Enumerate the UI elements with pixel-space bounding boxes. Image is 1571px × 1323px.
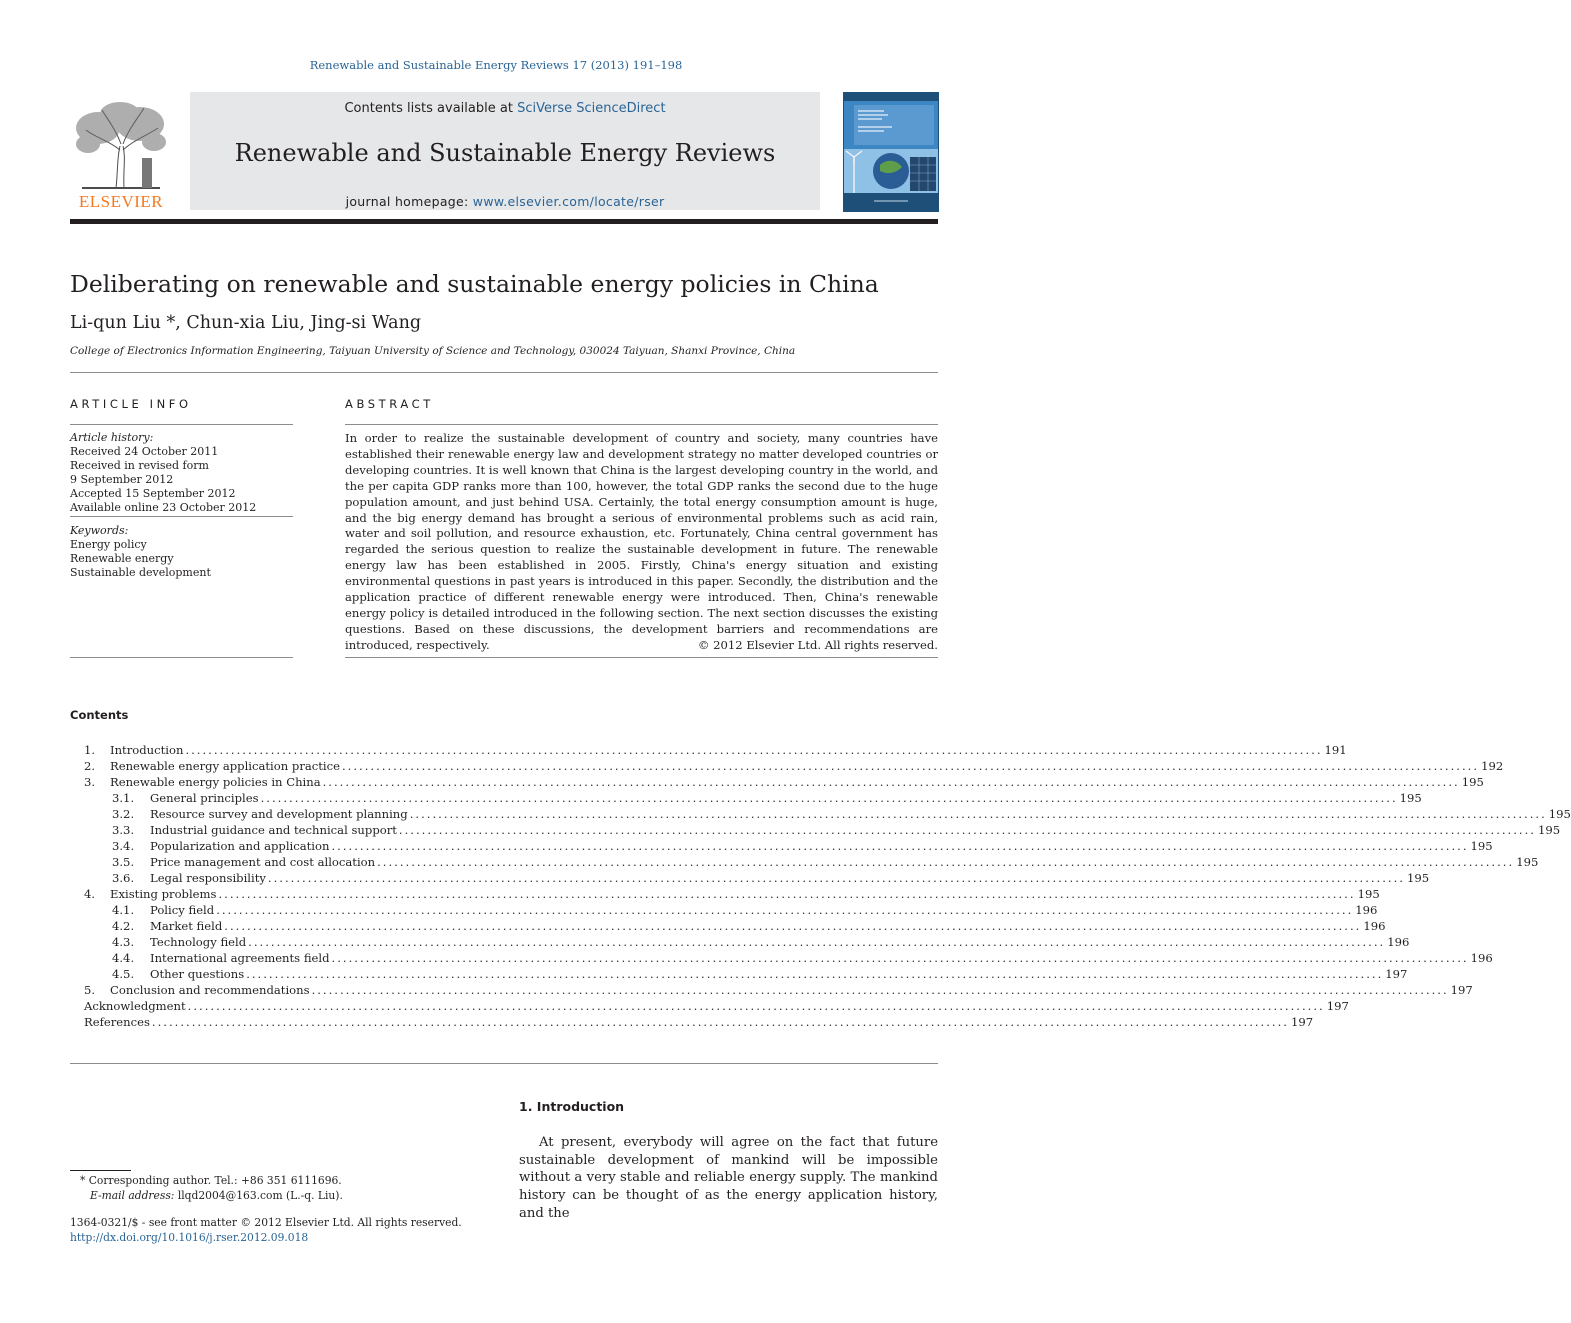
toc-leader-dots: ........................................................................................................................................................................................................ [331, 839, 1469, 853]
toc-entry[interactable] [70, 870, 1430, 886]
footnote-rule [70, 1170, 131, 1171]
email-label: E-mail address: [90, 1188, 175, 1202]
toc-entry-page: 195 [1399, 791, 1422, 805]
toc-entry[interactable] [70, 854, 1539, 870]
toc-entry-page: 195 [1538, 823, 1561, 837]
email-note [70, 1189, 470, 1204]
toc-entry-label: International agreements field [150, 951, 330, 965]
abstract-divider-bottom [345, 657, 938, 658]
history-entry: Accepted 15 September 2012 [70, 487, 236, 500]
toc-entry-page: 195 [1461, 775, 1484, 789]
history-entry: 9 September 2012 [70, 473, 174, 486]
toc-leader-dots: ........................................................................................................................................................................................................ [267, 871, 1405, 885]
toc-entry-number: 4.4. [112, 951, 135, 965]
masthead-divider [70, 219, 938, 224]
toc-entry-page: 196 [1387, 935, 1410, 949]
toc-entry-page: 191 [1324, 743, 1347, 757]
toc-entry-page: 197 [1291, 1015, 1314, 1029]
introduction-heading: 1. Introduction [519, 1099, 625, 1114]
history-entry: Available online 23 October 2012 [70, 501, 257, 514]
toc-entry-number: 4.5. [112, 967, 135, 981]
journal-citation-link[interactable]: Renewable and Sustainable Energy Reviews 17 (2013) 191–198 [309, 58, 683, 72]
toc-leader-dots: ........................................................................................................................................................................................................ [216, 903, 1354, 917]
article-info-divider-middle [70, 516, 293, 517]
toc-entry-label: Resource survey and development planning [150, 807, 408, 821]
contents-availability-line [190, 101, 820, 116]
toc-leader-dots: ........................................................................................................................................................................................................ [151, 1015, 1289, 1029]
doi-link[interactable]: http://dx.doi.org/10.1016/j.rser.2012.09.018 [70, 1230, 309, 1244]
contents-heading: Contents [70, 708, 129, 722]
elsevier-wordmark: ELSEVIER [78, 192, 164, 211]
toc-entry-number: 3.4. [112, 839, 135, 853]
toc-entry[interactable] [70, 790, 1422, 806]
toc-entry[interactable] [70, 950, 1493, 966]
toc-entry-page: 196 [1470, 951, 1493, 965]
toc-entry-label: References [84, 1015, 150, 1029]
table-of-contents [70, 742, 1571, 1030]
contents-prefix: Contents lists available at [344, 101, 518, 116]
toc-leader-dots: ........................................................................................................................................................................................................ [218, 887, 1356, 901]
toc-entry[interactable] [70, 982, 1473, 998]
toc-entry-page: 197 [1450, 983, 1473, 997]
homepage-prefix: journal homepage: [345, 194, 473, 209]
toc-leader-dots: ........................................................................................................................................................................................................ [311, 983, 1449, 997]
toc-entry[interactable] [70, 1014, 1314, 1030]
toc-entry[interactable] [70, 742, 1347, 758]
article-info-divider-top [70, 424, 293, 425]
toc-entry-label: Market field [150, 919, 223, 933]
keywords-block [70, 524, 293, 580]
toc-leader-dots: ........................................................................................................................................................................................................ [224, 919, 1362, 933]
toc-entry-label: Technology field [150, 935, 247, 949]
abstract-copyright: © 2012 Elsevier Ltd. All rights reserved. [697, 638, 938, 652]
toc-leader-dots: ........................................................................................................................................................................................................ [322, 775, 1460, 789]
abstract-divider-top [345, 424, 938, 425]
toc-entry-label: Popularization and application [150, 839, 330, 853]
toc-entry-number: 3.3. [112, 823, 135, 837]
toc-entry-label: Legal responsibility [150, 871, 266, 885]
header-divider [70, 372, 938, 373]
toc-leader-dots: ........................................................................................................................................................................................................ [187, 999, 1325, 1013]
toc-entry-number: 5. [84, 983, 96, 997]
toc-leader-dots: ........................................................................................................................................................................................................ [185, 743, 1323, 757]
keyword: Energy policy [70, 538, 147, 551]
journal-title: Renewable and Sustainable Energy Reviews [234, 139, 776, 167]
keyword: Renewable energy [70, 552, 174, 565]
toc-entry[interactable] [70, 822, 1561, 838]
toc-entry-page: 197 [1326, 999, 1349, 1013]
article-history [70, 431, 293, 515]
article-info-divider-bottom [70, 657, 293, 658]
toc-leader-dots: ........................................................................................................................................................................................................ [246, 967, 1384, 981]
toc-entry-number: 3.1. [112, 791, 135, 805]
history-entry: Received 24 October 2011 [70, 445, 219, 458]
journal-cover-thumbnail[interactable] [843, 92, 939, 212]
toc-entry-number: 4.1. [112, 903, 135, 917]
toc-leader-dots: ........................................................................................................................................................................................................ [377, 855, 1515, 869]
homepage-link[interactable]: www.elsevier.com/locate/rser [472, 194, 665, 209]
toc-entry-label: General principles [150, 791, 259, 805]
toc-entry-number: 1. [84, 743, 96, 757]
toc-entry-page: 195 [1357, 887, 1380, 901]
toc-entry[interactable] [70, 774, 1484, 790]
toc-leader-dots: ........................................................................................................................................................................................................ [409, 807, 1547, 821]
toc-leader-dots: ........................................................................................................................................................................................................ [260, 791, 1398, 805]
toc-entry[interactable] [70, 838, 1493, 854]
toc-entry[interactable] [70, 902, 1378, 918]
toc-entry-number: 3.5. [112, 855, 135, 869]
journal-homepage-line [190, 194, 820, 209]
issn-line: 1364-0321/$ - see front matter © 2012 Elsevier Ltd. All rights reserved. [70, 1216, 462, 1229]
article-title: Deliberating on renewable and sustainable energy policies in China [70, 270, 879, 298]
author-affiliation: College of Electronics Information Engineering, Taiyuan University of Science and Technology, 030024 Taiyuan, Shanxi Province, China [70, 345, 796, 357]
toc-entry-number: 2. [84, 759, 96, 773]
toc-entry-number: 4.3. [112, 935, 135, 949]
toc-entry-label: Acknowledgment [84, 999, 186, 1013]
cover-image-icon [844, 93, 938, 211]
toc-entry-label: Price management and cost allocation [150, 855, 376, 869]
toc-entry-number: 3. [84, 775, 96, 789]
toc-entry-page: 195 [1407, 871, 1430, 885]
front-matter [70, 1216, 490, 1245]
toc-entry-label: Other questions [150, 967, 245, 981]
toc-entry-page: 192 [1481, 759, 1504, 773]
toc-entry-number: 3.2. [112, 807, 135, 821]
toc-leader-dots: ........................................................................................................................................................................................................ [248, 935, 1386, 949]
toc-entry-number: 4. [84, 887, 96, 901]
toc-entry-number: 3.6. [112, 871, 135, 885]
introduction-paragraph: At present, everybody will agree on the fact that future sustainable development of mankind will be impossible without a very stable and reliable energy supply. The mankind history can be thought of as the energy application history, and the [519, 1135, 938, 1221]
toc-entry[interactable] [70, 806, 1571, 822]
toc-entry[interactable] [70, 758, 1504, 774]
article-info-heading: ARTICLE INFO [70, 397, 192, 411]
toc-leader-dots: ........................................................................................................................................................................................................ [331, 951, 1469, 965]
toc-entry-label: Existing problems [110, 887, 217, 901]
toc-leader-dots: ........................................................................................................................................................................................................ [341, 759, 1480, 773]
keyword: Sustainable development [70, 566, 211, 579]
toc-entry[interactable] [70, 934, 1410, 950]
abstract-text: In order to realize the sustainable development of country and society, many countries have established their renewable energy law and development strategy no matter developed countries or developing countries. It is well known that China is the largest developing country in the world, and the per capita GDP ranks more than 100, however, the total GDP ranks the second due to the huge population amount, and just behind USA. Certainly, the total energy consumption amount is huge, and the big energy demand has brought a serious of environmental problems such as acid rain, water and soil pollution, and resource exhaustion, etc. Fortunately, China central government has regarded the serious question to realize the sustainable development in future. The renewable energy law has been established in 2005. Firstly, China's energy situation and existing environmental questions in past years is introduced in this paper. Secondly, the distribution and the application practice of different renewable energy were introduced. Then, China's renewable energy policy is detailed introduced in the following section. The next section discusses the existing questions. Based on these discussions, the development barriers and recommendations are introduced, respectively. [345, 431, 938, 652]
toc-entry-page: 195 [1548, 807, 1571, 821]
tree-logo-icon [68, 100, 174, 192]
toc-entry-page: 196 [1363, 919, 1386, 933]
toc-entry-label: Renewable energy policies in China [110, 775, 321, 789]
toc-entry-label: Renewable energy application practice [110, 759, 340, 773]
corresponding-author-note: * Corresponding author. Tel.: +86 351 6111696. [80, 1174, 342, 1187]
toc-entry[interactable] [70, 886, 1380, 902]
abstract-heading: ABSTRACT [345, 397, 434, 411]
toc-entry[interactable] [70, 966, 1408, 982]
toc-entry[interactable] [70, 918, 1386, 934]
email-address[interactable]: llqd2004@163.com (L.-q. Liu). [174, 1188, 343, 1202]
contents-divider [70, 1063, 938, 1064]
author-list: Li-qun Liu *, Chun-xia Liu, Jing-si Wang [70, 313, 422, 333]
toc-entry-label: Industrial guidance and technical support [150, 823, 397, 837]
footnote [70, 1174, 470, 1203]
toc-entry-label: Introduction [110, 743, 184, 757]
toc-entry-page: 197 [1385, 967, 1408, 981]
sciencedirect-link[interactable]: SciVerse ScienceDirect [517, 101, 666, 116]
toc-entry[interactable] [70, 998, 1349, 1014]
toc-entry-label: Policy field [150, 903, 215, 917]
article-history-label: Article history: [70, 431, 154, 444]
toc-entry-page: 195 [1470, 839, 1493, 853]
toc-entry-number: 4.2. [112, 919, 135, 933]
toc-leader-dots: ........................................................................................................................................................................................................ [398, 823, 1536, 837]
toc-entry-page: 195 [1516, 855, 1539, 869]
toc-entry-label: Conclusion and recommendations [110, 983, 310, 997]
keywords-label: Keywords: [70, 524, 129, 537]
toc-entry-page: 196 [1355, 903, 1378, 917]
history-entry: Received in revised form [70, 459, 209, 472]
